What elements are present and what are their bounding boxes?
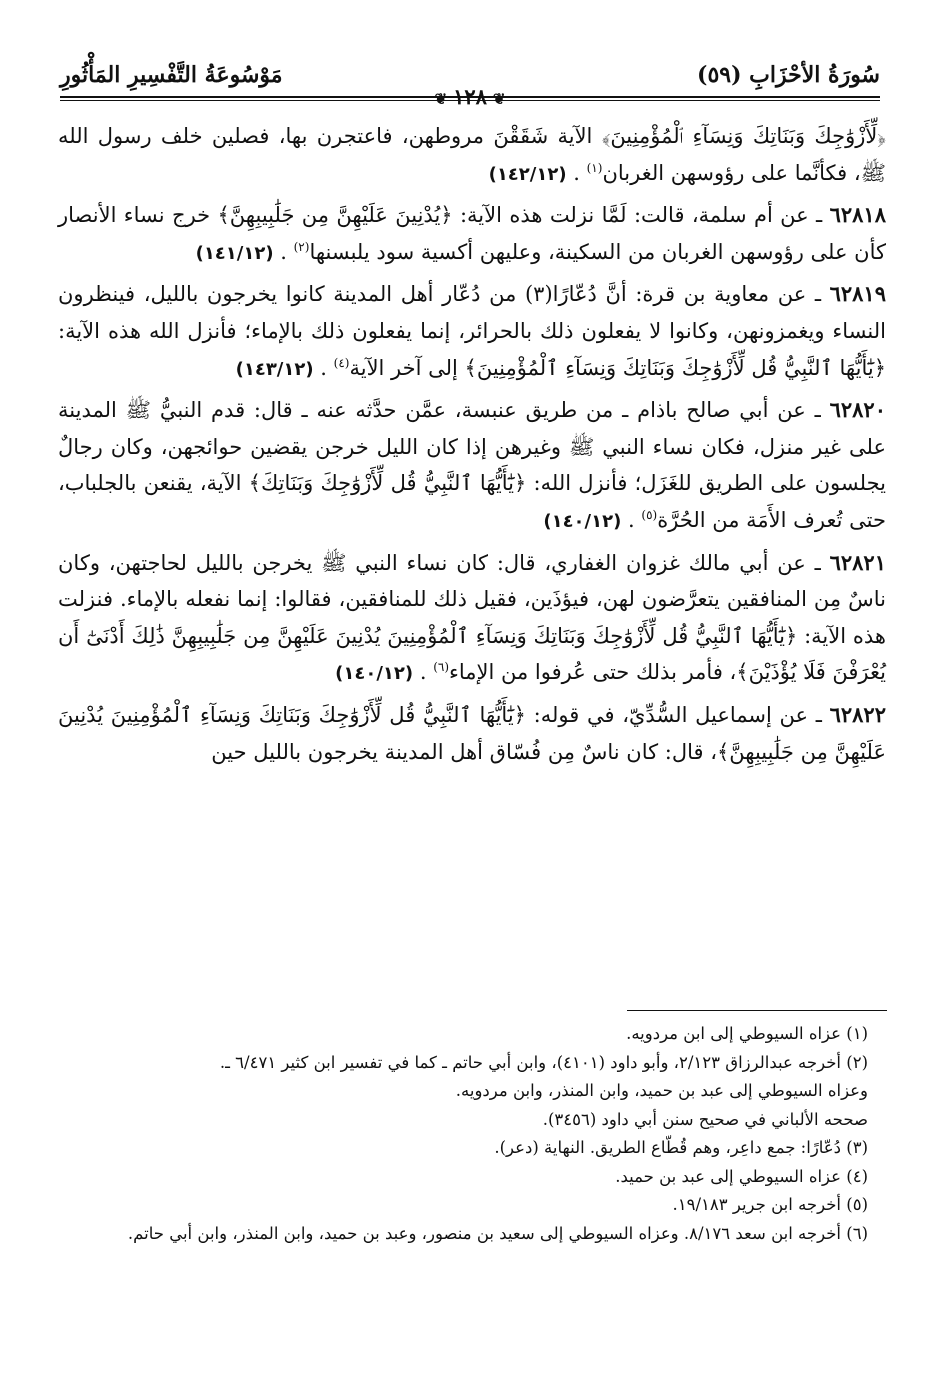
footnote: (٥) أخرجه ابن جرير ١٩/١٨٣.: [672, 1195, 868, 1214]
paragraph: [58, 197, 886, 272]
punctuation: .: [628, 507, 642, 532]
footnote: صححه الألباني في صحيح سنن أبي داود (٣٤٥٦).: [542, 1109, 868, 1129]
footnote-marker: (١): [586, 160, 603, 175]
hadith-number: ٦٢٨٢٠: [829, 397, 886, 423]
book-title: مَوْسُوعَةُ التَّفْسِيرِ المَأْثُورِ: [60, 62, 283, 88]
footnote-marker: (٥): [641, 507, 658, 522]
footnote: (١) عزاه السيوطي إلى ابن مردويه.: [626, 1024, 868, 1043]
paragraph: [58, 118, 886, 193]
paragraph: [58, 392, 886, 540]
ornament-icon: ❦: [434, 90, 448, 108]
paragraph: [58, 545, 886, 693]
punctuation: .: [419, 660, 434, 685]
volume-page-reference: (١٤١/١٢): [195, 242, 274, 264]
paragraph-text: ـ عن أبي صالح باذام ـ من طريق عنبسة، عمَّن حدَّثه عنه ـ قال: قدم النبيُّ ﷺ المدينة على غير منزل، فكان نساء النبي ﷺ وغيرهن إذا كان الليل خرجن يقضين حوائجهن، وكان رجالٌ يجلسون على الطريق للغَزَل؛ فأنزل الله: ﴿يَٰٓأَيُّهَا ٱلنَّبِيُّ قُل لِّأَزْوَٰجِكَ وَبَنَاتِكَ﴾ الآية، يقنعن بالجلباب، حتى تُعرف الأَمَة من الحُرَّة: [58, 398, 886, 532]
paragraph-text: ـ عن أبي مالك غزوان الغفاري، قال: كان نساء النبي ﷺ يخرجن بالليل لحاجتهن، وكان ناسٌ مِن المنافقين يتعرَّضون لهن، فيؤذَين، فقيل ذلك للمنافقين، فقالوا: إنما نفعله بالإماء. فنزلت هذه الآية: ﴿يَٰٓأَيُّهَا ٱلنَّبِيُّ قُل لِّأَزْوَٰجِكَ وَبَنَاتِكَ وَنِسَآءِ ٱلْمُؤْمِنِينَ يُدْنِينَ عَلَيْهِنَّ مِن جَلَٰبِيبِهِنَّ ذَٰلِكَ أَدْنَىٰٓ أَن يُعْرَفْنَ فَلَا يُؤْذَيْنَ﴾، فأمر بذلك حتى عُرفوا من الإماء: [58, 550, 886, 685]
punctuation: .: [320, 355, 334, 380]
punctuation: .: [280, 239, 294, 264]
footnote: (٣) دُعّارًا: جمع داعِر، وهم قُطّاع الطريق. النهاية (دعر).: [494, 1138, 868, 1157]
paragraph-text: ـ عن أم سلمة، قالت: لَمَّا نزلت هذه الآية: ﴿يُدْنِينَ عَلَيْهِنَّ مِن جَلَٰبِيبِهِنَّ﴾ خرج نساء الأنصار كأن على رؤوسهن الغربان من السكينة، وعليهن أكسية سود يلبسنها: [58, 203, 886, 264]
hadith-number: ٦٢٨٢٢: [829, 701, 886, 727]
page-number: ١٢٨: [453, 84, 487, 109]
footnote-separator: [627, 1010, 887, 1011]
footnote-marker: (٢): [293, 239, 310, 254]
hadith-number: ٦٢٨٢١: [829, 549, 886, 575]
paragraph-text: ـ عن إسماعيل السُّدِّيّ، في قوله: ﴿يَٰٓأَيُّهَا ٱلنَّبِيُّ قُل لِّأَزْوَٰجِكَ وَبَنَاتِكَ وَنِسَآءِ ٱلْمُؤْمِنِينَ يُدْنِينَ عَلَيْهِنَّ مِن جَلَٰبِيبِهِنَّ﴾، قال: كان ناسٌ مِن فُسّاق أهل المدينة يخرجون بالليل حين: [58, 702, 886, 764]
paragraph: [58, 697, 886, 770]
main-text: [58, 118, 886, 774]
header-rule: [60, 96, 880, 98]
paragraph-text: ﴿لِّأَزْوَٰجِكَ وَبَنَاتِكَ وَنِسَآءِ ٱلْمُؤْمِنِينَ﴾ الآية شَقَقْنَ مروطهن، فاعتجرن بها، فصلين خلف رسول الله ﷺ، فكأنَّما على رؤوسهن الغربان: [58, 124, 886, 185]
footnote: (٦) أخرجه ابن سعد ٨/١٧٦. وعزاه السيوطي إلى سعيد بن منصور، وعبد بن حميد، وابن المنذر، وابن أبي حاتم.: [127, 1223, 868, 1243]
ornament-icon: ❦: [492, 90, 506, 108]
footnotes: [58, 1020, 868, 1248]
volume-page-reference: (١٤٠/١٢): [335, 663, 414, 685]
footnote: (٤) عزاه السيوطي إلى عبد بن حميد.: [615, 1166, 868, 1186]
surah-title: سُورَةُ الأحْزَابِ (٥٩): [697, 62, 880, 88]
paragraph: [58, 276, 886, 388]
header-rule-thin: [60, 100, 880, 101]
punctuation: .: [573, 160, 587, 185]
footnote-marker: (٦): [433, 660, 450, 675]
footnote: وعزاه السيوطي إلى عبد بن حميد، وابن المنذر، وابن مردويه.: [455, 1081, 868, 1100]
page-header: [60, 62, 880, 112]
footnote-marker: (٤): [333, 355, 350, 370]
volume-page-reference: (١٤٢/١٢): [488, 163, 567, 185]
footnote: (٢) أخرجه عبدالرزاق ٢/١٢٣، وأبو داود (٤١٠١)، وابن أبي حاتم ـ كما في تفسير ابن كثير ٦/٤٧١ ـ.: [219, 1052, 868, 1072]
hadith-number: ٦٢٨١٨: [829, 202, 886, 228]
volume-page-reference: (١٤٠/١٢): [543, 510, 622, 532]
hadith-number: ٦٢٨١٩: [829, 281, 886, 307]
volume-page-reference: (١٤٣/١٢): [235, 358, 314, 380]
paragraph-text: ـ عن معاوية بن قرة: أنَّ دُعّارًا(٣) من دُعّار أهل المدينة كانوا يخرجون بالليل، فينظرون النساء ويغمزونهن، وكانوا لا يفعلون ذلك بالحرائر، إنما يفعلون ذلك بالإماء؛ فأنزل الله هذه الآية: ﴿يَٰٓأَيُّهَا ٱلنَّبِيُّ قُل لِّأَزْوَٰجِكَ وَبَنَاتِكَ وَنِسَآءِ ٱلْمُؤْمِنِينَ﴾ إلى آخر الآية: [58, 282, 886, 380]
